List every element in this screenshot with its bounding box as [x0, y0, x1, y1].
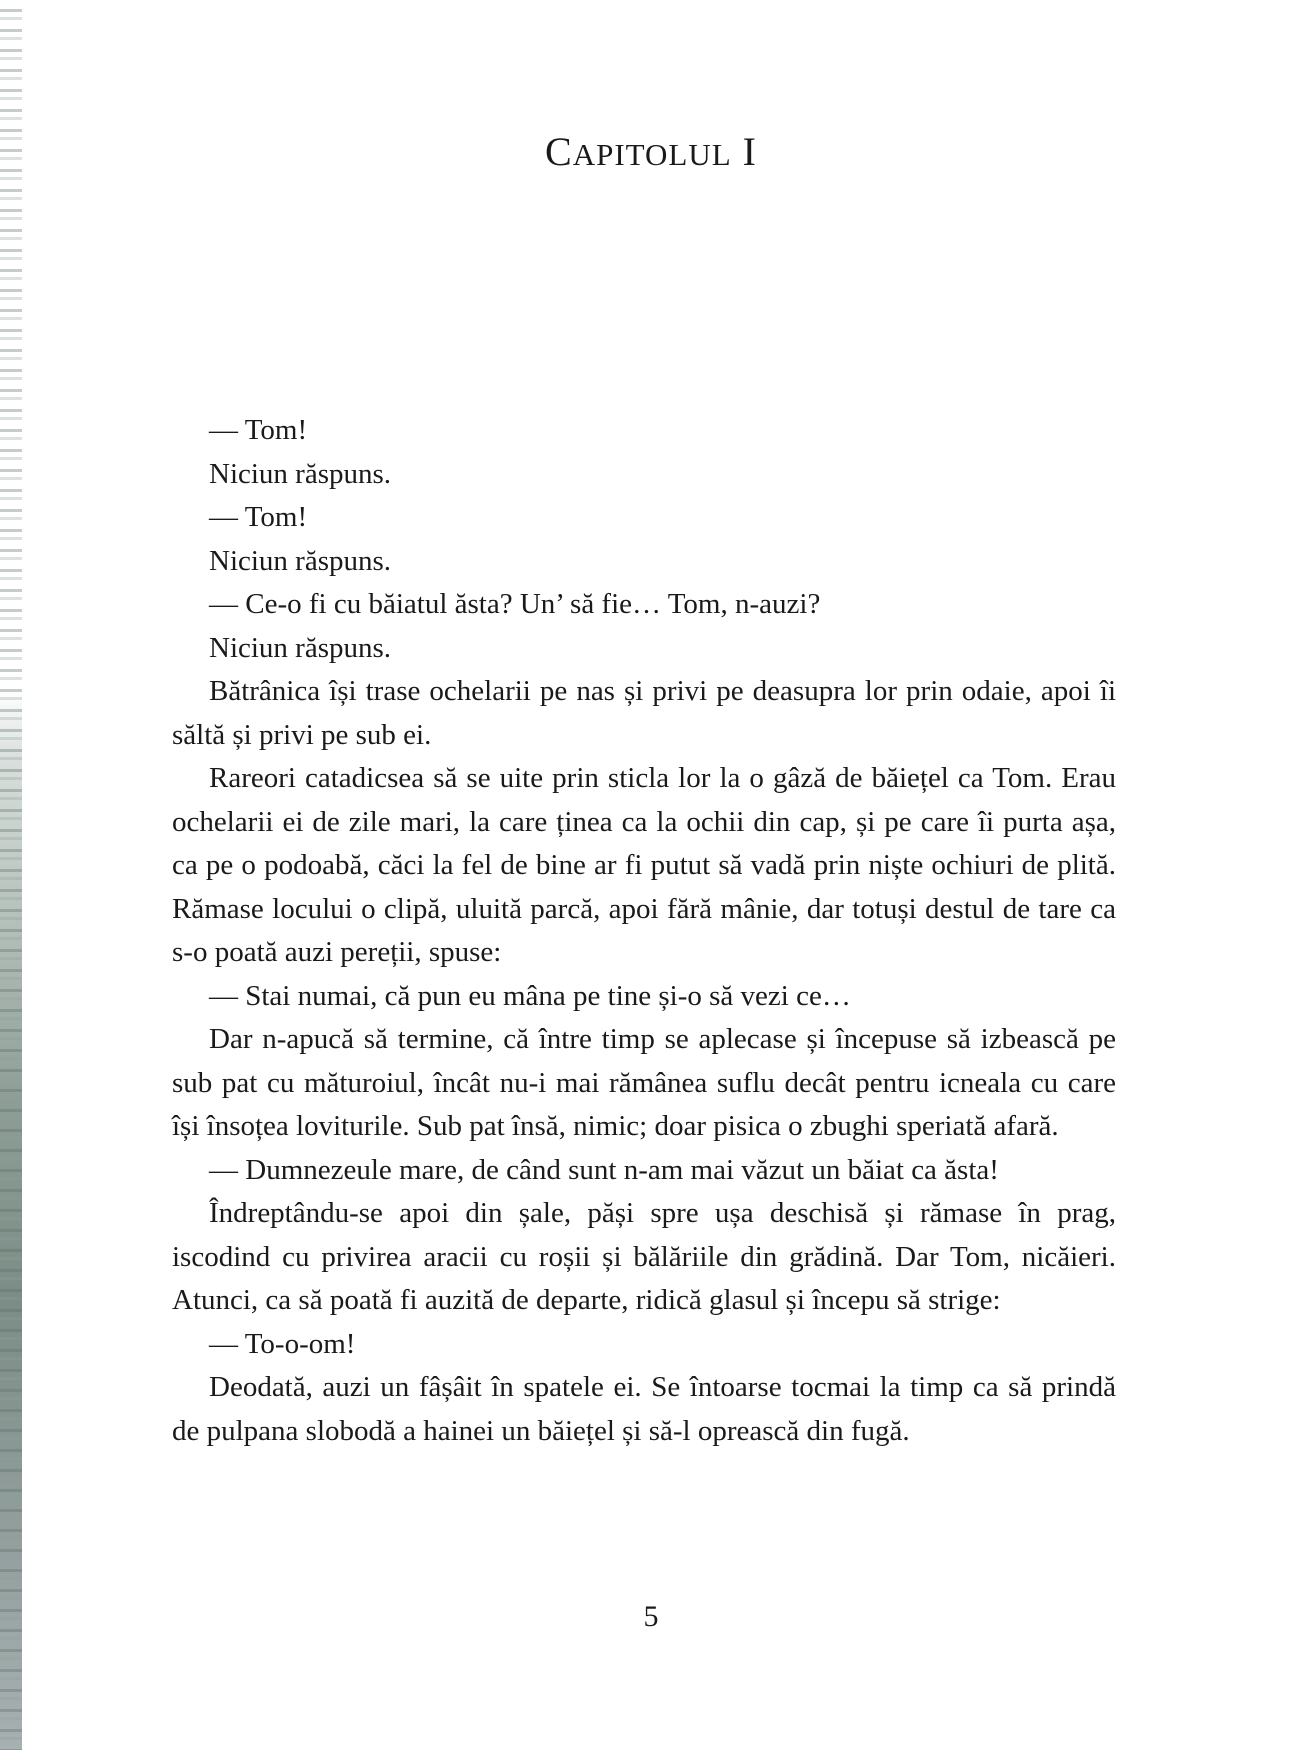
paragraph: — Stai numai, că pun eu mâna pe tine și-o să vezi ce… [209, 979, 851, 1012]
paragraph: Dar n-apucă să termine, că între timp se aplecase și începuse să izbească pe sub pat cu măturoiul, încât nu-i mai rămânea suflu decât pentru icneala cu care își însoțea loviturile. Sub pat însă, nimic; doar pisica o zbughi speriată afară. [172, 1023, 1116, 1142]
chapter-body [172, 409, 1116, 1453]
paragraph: Deodată, auzi un fâșâit în spatele ei. Se întoarse tocmai la timp ca să prindă de pulpana slobodă a hainei un băiețel și să-l oprească din fugă. [172, 1371, 1116, 1447]
decorative-edge-strip [0, 0, 22, 1750]
paragraph: Niciun răspuns. [209, 457, 392, 490]
paragraph: — To-o-om! [209, 1327, 356, 1360]
paragraph: Rareori catadicsea să se uite prin sticla lor la o gâză de băiețel ca Tom. Erau ochelarii ei de zile mari, la care ținea ca la ochii din cap, și pe care îi purta așa, ca pe o podoabă, căci la fel de bine ar fi putut să vadă prin niște ochiuri de plită. Rămase locului o clipă, uluită parcă, apoi fără mânie, dar totuși destul de tare ca s-o poată auzi pereții, spuse: [172, 762, 1116, 968]
paragraph: — Tom! [209, 414, 308, 446]
chapter-title-rest: APITOLUL [572, 137, 732, 172]
paragraph: — Dumnezeule mare, de când sunt n-am mai văzut un băiat ca ăsta! [209, 1153, 999, 1186]
paragraph: — Ce-o fi cu băiatul ăsta? Un’ să fie… Tom, n-auzi? [209, 588, 821, 620]
paragraph: Niciun răspuns. [209, 631, 392, 664]
chapter-title-initial: C [545, 129, 573, 174]
paragraph: — Tom! [209, 501, 308, 533]
chapter-title [0, 128, 1302, 175]
page-number: 5 [643, 1600, 659, 1633]
paragraph: Îndreptându-se apoi din șale, păși spre ușa deschisă și rămase în prag, iscodind cu privirea aracii cu roșii și bălăriile din grădină. Dar Tom, nicăieri. Atunci, ca să poată fi auzită de departe, ridică glasul și începu să strige: [172, 1197, 1116, 1316]
paragraph: Niciun răspuns. [209, 544, 392, 577]
chapter-numeral: I [742, 129, 757, 174]
paragraph: Bătrânica își trase ochelarii pe nas și privi pe deasupra lor prin odaie, apoi îi săltă și privi pe sub ei. [172, 675, 1116, 751]
